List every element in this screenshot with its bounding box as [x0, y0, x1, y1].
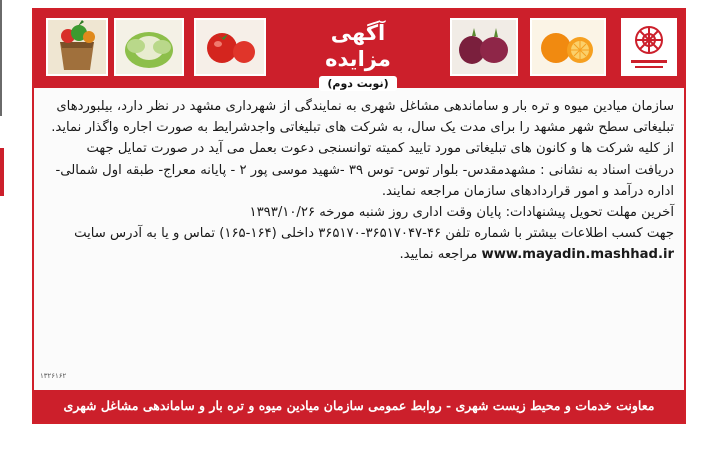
contact-text: جهت کسب اطلاعات بیشتر با شماره تلفن ۴۶-۳۶۵۱۷۰۴۷-۳۶۵۱۷۰ داخلی (۱۶۴-۱۶۵) تماس و یا به آدرس سایت — [74, 226, 674, 242]
ad-body — [46, 96, 674, 266]
organization-logo — [621, 18, 677, 76]
tomatoes-image — [194, 18, 266, 76]
oranges-image — [530, 18, 606, 76]
ad-header — [34, 10, 684, 88]
red-onions-image — [450, 18, 518, 76]
page-edge-mark-top — [0, 0, 2, 116]
ad-subtitle: (نوبت دوم) — [319, 76, 396, 91]
website-link[interactable]: www.mayadin.mashhad.ir — [481, 247, 674, 263]
ad-footer: معاونت خدمات و محیط زیست شهری - روابط عمومی سازمان میادین میوه و تره بار و ساماندهی مشاغل شهری — [34, 390, 684, 422]
ad-paragraph-intro: سازمان میادین میوه و تره بار و ساماندهی مشاغل شهری به نمایندگی از شهرداری مشهد در نظر دارد، بیلبوردهای تبلیغاتی سطح شهر مشهد را برای مدت یک سال، به شرکت های تبلیغاتی واجدشرایط به صورت اجاره واگذار نماید. — [51, 99, 674, 136]
basket-produce-image — [46, 18, 108, 76]
ad-paragraph-contact — [46, 223, 674, 265]
auction-advertisement — [32, 8, 686, 424]
cabbage-image — [114, 18, 184, 76]
ad-title-block — [296, 20, 420, 91]
ad-title: آگهی مزایده — [325, 21, 391, 71]
page-edge-mark-red — [0, 148, 4, 196]
closing-text: مراجعه نمایید. — [399, 247, 478, 263]
ad-paragraph-invitation: از کلیه شرکت ها و کانون های تبلیغاتی مورد تایید کمیته توانسنجی دعوت بعمل می آید در صورت تمایل جهت دریافت اسناد به نشانی : مشهدمقدس- بلوار توس- توس ۳۹ -شهید موسی پور ۲ - پایانه معراج- طبقه اول شمالی- اداره درآمد و امور قراردادهای سازمان مراجعه نمایند. — [55, 141, 674, 199]
ad-paragraph-deadline: آخرین مهلت تحویل پیشنهادات: پایان وقت اداری روز شنبه مورخه ۱۳۹۳/۱۰/۲۶ — [249, 205, 674, 221]
ad-reference-code: ۱۳۲۶۱۶۲ — [40, 372, 67, 380]
